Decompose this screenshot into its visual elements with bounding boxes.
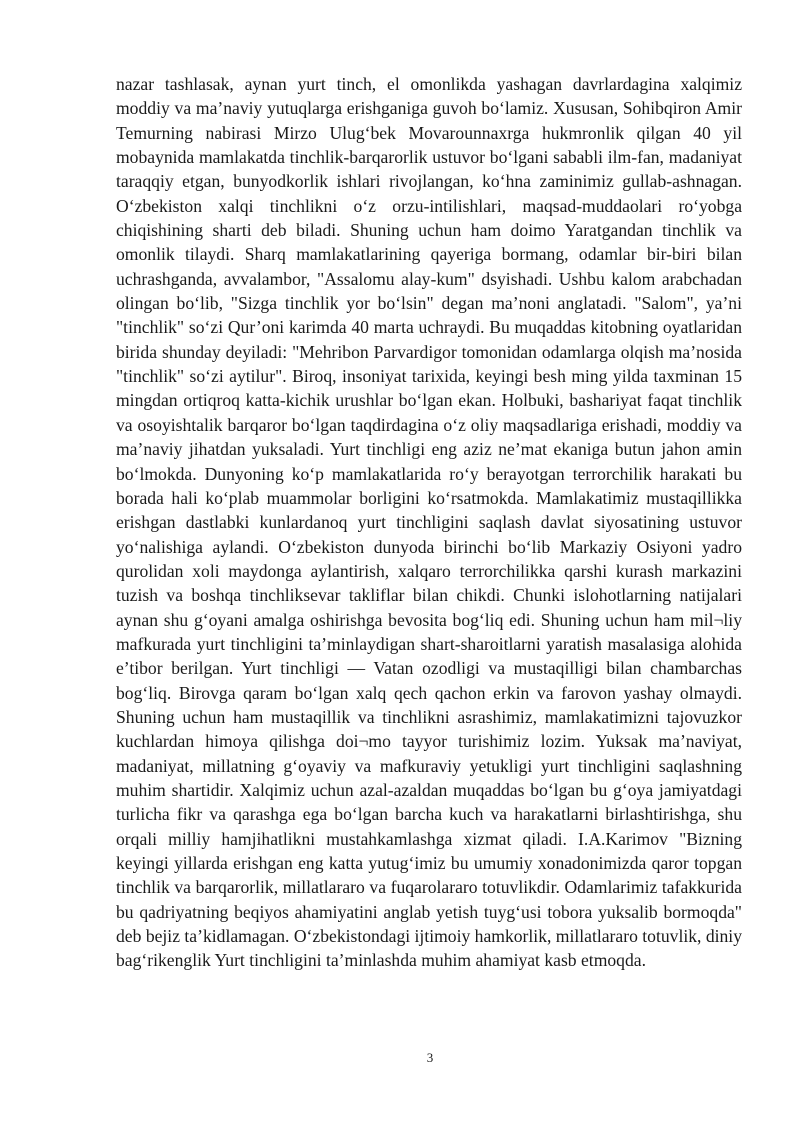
body-paragraph: nazar tashlasak, aynan yurt tinch, el omonlikda yashagan davrlardagina xalqimiz moddiy va ma’naviy yutuqlarga erishganiga guvoh bo‘lamiz. Xususan, Sohibqiron Amir Temurning nabirasi Mirzo Ulug‘bek Movarounnaxrga hukmronlik qilgan 40 yil mobaynida mamlakatda tinchlik-barqarorlik ustuvor bo‘lgani sababli ilm-fan, madaniyat taraqqiy etgan, bunyodkorlik ishlari rivojlangan, ko‘hna zaminimiz gullab-ashnagan. O‘zbekiston xalqi tinchlikni o‘z orzu-intilishlari, maqsad-muddaolari ro‘yobga chiqishining sharti deb biladi. Shuning uchun ham doimo Yaratgandan tinchlik va omonlik tilaydi. Sharq mamlakatlarining qayeriga bormang, odamlar bir-biri bilan uchrashganda, avvalambor, "Assalomu alay-kum" dsyishadi. Ushbu kalom arabchadan olingan bo‘lib, "Sizga tinchlik yor bo‘lsin" degan ma’noni anglatadi. "Salom", ya’ni "tinchlik" so‘zi Qur’oni karimda 40 marta uchraydi. Bu muqaddas kitobning oyatlaridan birida shunday deyiladi: "Mehribon Parvardigor tomonidan odamlarga olqish ma’nosida "tinchlik" so‘zi aytilur". Biroq, insoniyat tarixida, keyingi besh ming yilda taxminan 15 mingdan ortiqroq katta-kichik urushlar bo‘lgan ekan. Holbuki, bashariyat faqat tinchlik va osoyishtalik barqaror bo‘lgan taqdirdagina o‘z oliy maqsadlariga erishadi, moddiy va ma’naviy jihatdan yuksaladi. Yurt tinchligi eng aziz ne’mat ekaniga butun jahon amin bo‘lmokda. Dunyoning ko‘p mamlakatlarida ro‘y berayotgan terrorchilik harakati bu borada hali ko‘plab muammolar borligini ko‘rsatmokda. Mamlakatimiz mustaqillikka erishgan dastlabki kunlardanoq yurt tinchligini saqlash davlat siyosatining ustuvor yo‘nalishiga aylandi. O‘zbekiston dunyoda birinchi bo‘lib Markaziy Osiyoni yadro qurolidan xoli maydonga aylantirish, xalqaro terrorchilikka qarshi kurash markazini tuzish va boshqa tinchliksevar takliflar bilan chikdi. Chunki islohotlarning natijalari aynan shu g‘oyani amalga oshirishga bevosita bog‘liq edi. Shuning uchun ham mil¬liy mafkurada yurt tinchligini ta’minlaydigan shart-sharoitlarni yaratish masalasiga alohida e’tibor berilgan. Yurt tinchligi — Vatan ozodligi va mustaqilligi bilan chambarchas bog‘liq. Birovga qaram bo‘lgan xalq qech qachon erkin va farovon yashay olmaydi. Shuning uchun ham mustaqillik va tinchlikni asrashimiz, mamlakatimizni tajovuzkor kuchlardan himoya qilishga doi¬mo tayyor turishimiz lozim. Yuksak ma’naviyat, madaniyat, millatning g‘oyaviy va mafkuraviy yetukligi yurt tinchligini saqlashning muhim shartidir. Xalqimiz uchun azal-azaldan muqaddas bo‘lgan bu g‘oya jamiyatdagi turlicha fikr va qarashga ega bo‘lgan barcha kuch va harakatlarni birlashtirishga, shu orqali milliy hamjihatlikni mustahkamlashga xizmat qiladi. I.A.Karimov "Bizning keyingi yillarda erishgan eng katta yutug‘imiz bu umumiy xonadonimizda qaror topgan tinchlik va barqarorlik, millatlararo va fuqarolararo totuvlikdir. Odamlarimiz tafakkurida bu qadriyatning beqiyos ahamiyatini anglab yetish tuyg‘usi tobora yuksalib bormoqda" deb bejiz ta’kidlamagan. O‘zbekistondagi ijtimoiy hamkorlik, millatlararo totuvlik, diniy bag‘rikenglik Yurt tinchligini ta’minlashda muhim ahamiyat kasb etmoqda.: [116, 74, 742, 971]
page-number: 3: [426, 1050, 434, 1065]
